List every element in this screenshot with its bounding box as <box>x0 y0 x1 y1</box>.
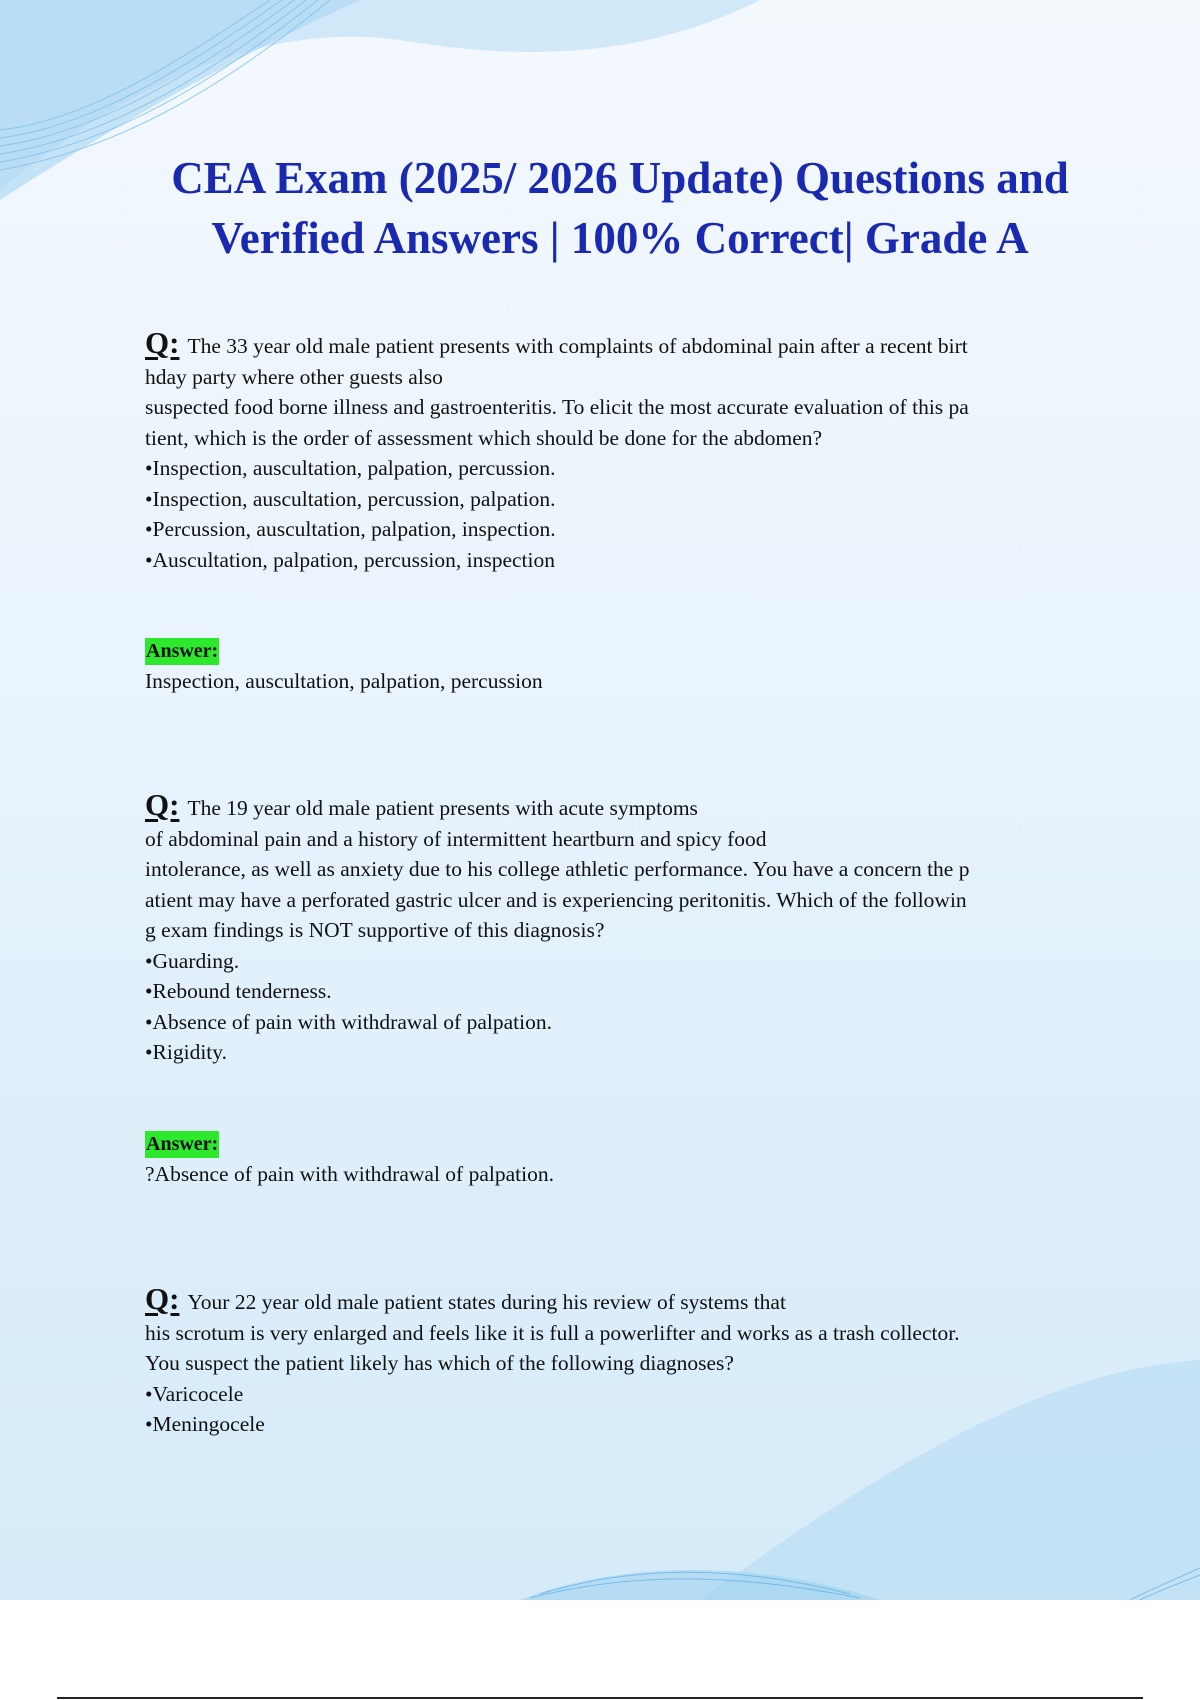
question-line: his scrotum is very enlarged and feels like it is full a powerlifter and works as a trash collector. <box>145 1320 960 1345</box>
answer-block <box>145 1131 1090 1190</box>
option-item: •Guarding. <box>145 948 240 973</box>
answer-label: Answer: <box>145 1131 219 1158</box>
question-label: Q: <box>145 325 180 360</box>
answer-label: Answer: <box>145 638 219 665</box>
question-line: You suspect the patient likely has which of the following diagnoses? <box>145 1351 734 1375</box>
question-line: suspected food borne illness and gastroenteritis. To elicit the most accurate evaluation of this pa <box>145 395 969 419</box>
question-line: The 33 year old male patient presents with complaints of abdominal pain after a recent birt <box>187 334 968 358</box>
option-item: •Meningocele <box>145 1412 265 1436</box>
answer-text: ?Absence of pain with withdrawal of palpation. <box>145 1162 554 1186</box>
option-item: •Absence of pain with withdrawal of palpation. <box>145 1009 552 1034</box>
question-line: atient may have a perforated gastric ulcer and is experiencing peritonitis. Which of the followin <box>145 887 967 912</box>
question-text <box>145 325 1090 362</box>
option-item: •Inspection, auscultation, percussion, palpation. <box>145 486 556 511</box>
option-item: •Varicocele <box>145 1381 244 1406</box>
question-line: intolerance, as well as anxiety due to his college athletic performance. You have a concern the p <box>145 857 970 881</box>
option-item: •Rigidity. <box>145 1040 227 1064</box>
question-text <box>145 787 1090 824</box>
question-block <box>145 1281 1090 1440</box>
question-line: hday party where other guests also <box>145 364 443 389</box>
question-line: g exam findings is NOT supportive of this diagnosis? <box>145 918 605 942</box>
option-item: •Auscultation, palpation, percussion, inspection <box>145 547 555 572</box>
option-item: •Inspection, auscultation, palpation, percussion. <box>145 456 556 480</box>
question-block <box>145 787 1090 1068</box>
answer-text: Inspection, auscultation, palpation, percussion <box>145 669 543 693</box>
question-block <box>145 325 1090 575</box>
question-line: The 19 year old male patient presents with acute symptoms <box>187 796 698 820</box>
question-text <box>145 1281 1090 1318</box>
question-line: tient, which is the order of assessment which should be done for the abdomen? <box>145 425 823 450</box>
question-line: Your 22 year old male patient states during his review of systems that <box>187 1290 786 1314</box>
answer-block <box>145 638 1090 697</box>
question-label: Q: <box>145 787 180 822</box>
option-item: •Rebound tenderness. <box>145 979 332 1003</box>
question-line: of abdominal pain and a history of intermittent heartburn and spicy food <box>145 826 767 851</box>
option-item: •Percussion, auscultation, palpation, inspection. <box>145 517 556 541</box>
question-label: Q: <box>145 1281 180 1316</box>
document-title: CEA Exam (2025/ 2026 Update) Questions and Verified Answers | 100% Correct| Grade A <box>171 153 1069 263</box>
footer-divider <box>57 1697 1143 1699</box>
